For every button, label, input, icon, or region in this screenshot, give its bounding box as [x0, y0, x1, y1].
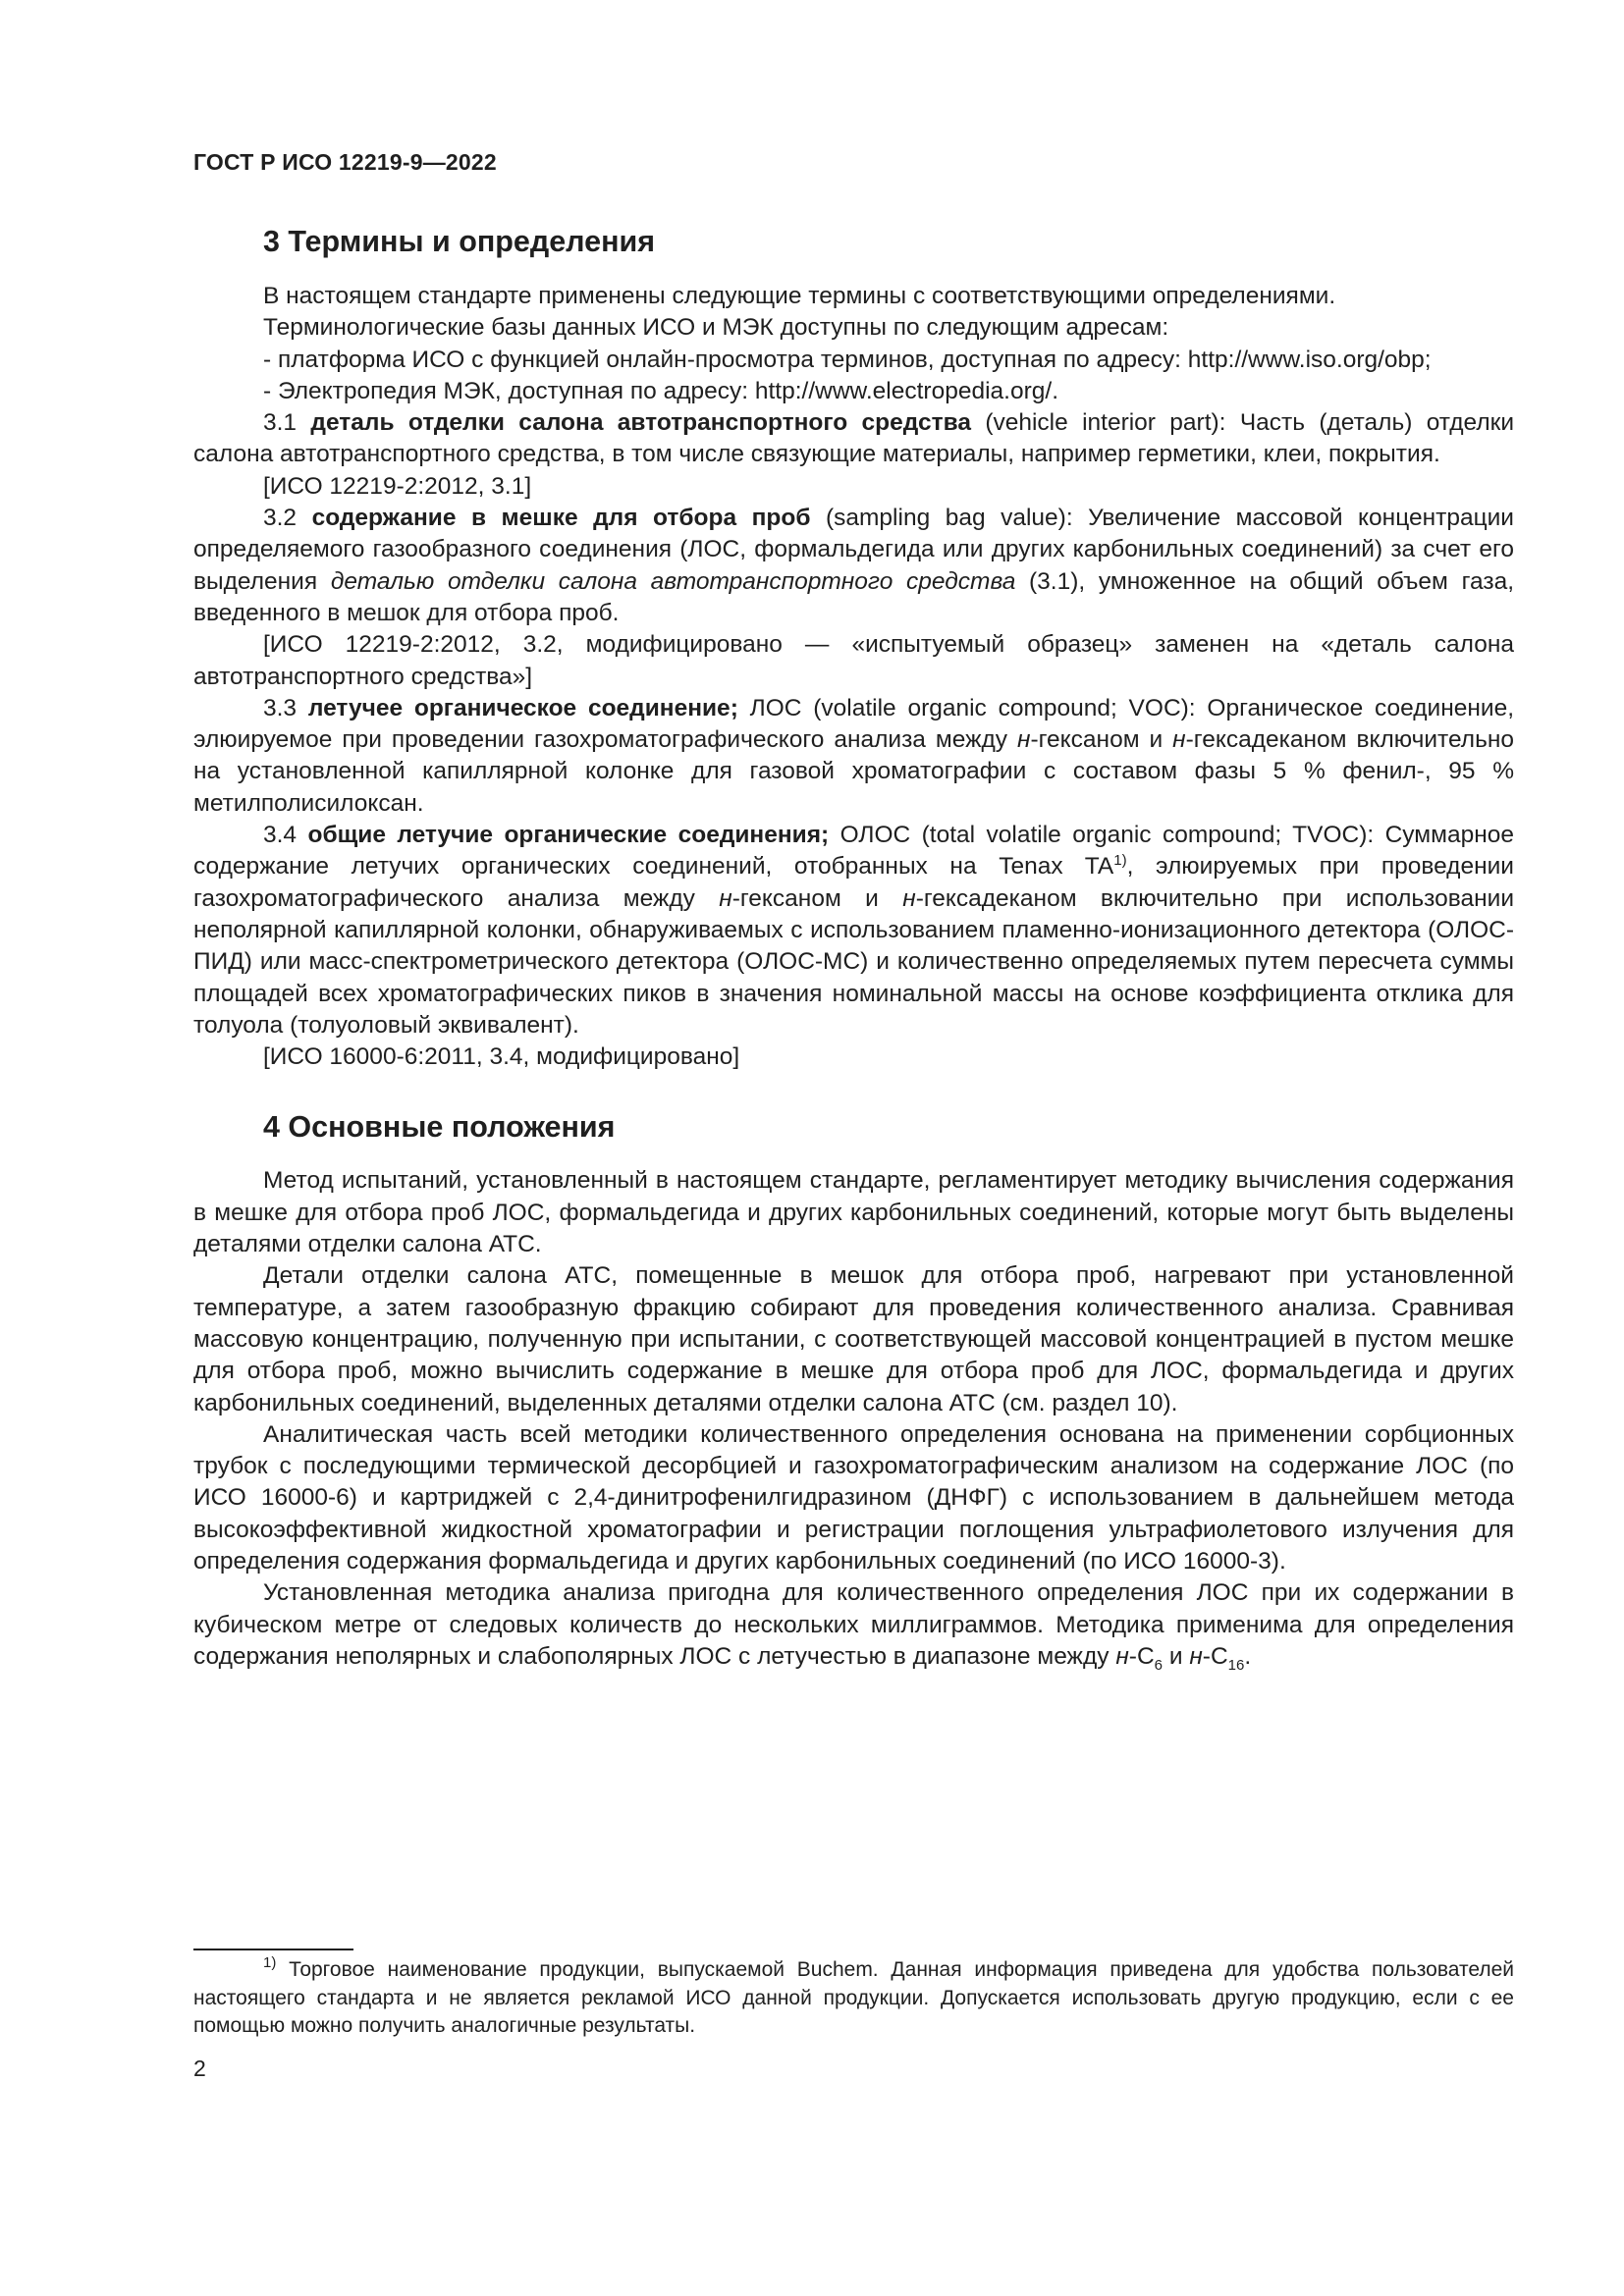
iso-obp-platform-item: - платформа ИСО с функцией онлайн-просмотра терминов, доступная по адресу: http://www.iso.org/obp;	[263, 346, 1432, 373]
normal-prefix: н	[1017, 726, 1031, 754]
term-definition-continued: -гексадеканом включительно при использовании неполярной капиллярной колонки, обнаруживаемых с использованием пламенно-ионизационного детектора (ОЛОС-ПИД) или масс-спектрометрического детектора (ОЛОС-МС) и количественно определяемых путем пересчета суммы площадей всех хроматографических пиков в значения номинальной массы на основе коэффициента отклика для толуола (толуоловый эквивалент).	[193, 884, 1515, 1039]
term-title: деталь отделки салона автотранспортного средства	[310, 409, 971, 437]
term-cross-reference: деталью отделки салона автотранспортного средства	[330, 567, 1016, 595]
normal-prefix: н	[902, 884, 916, 912]
term-title: общие летучие органические соединения;	[307, 822, 830, 849]
section-4-paragraph	[193, 1577, 1514, 1673]
term-definition-continued: (3.1), умноженное на общий объем газа, введенного в мешок для отбора проб.	[193, 567, 1514, 626]
term-number: 3.1	[263, 409, 298, 437]
term-3-4	[193, 820, 1514, 1041]
term-number: 3.2	[263, 505, 298, 532]
footnote-marker: 1)	[263, 1954, 277, 1971]
term-3-2	[193, 503, 1514, 629]
carbon-subscript: 6	[1154, 1656, 1163, 1674]
main-content	[193, 222, 1514, 1673]
section-3-title: 3 Термины и определения	[263, 225, 656, 258]
iec-electropedia-item: - Электропедия МЭК, доступная по адресу: http://www.electropedia.org/.	[263, 377, 1058, 404]
carbon-subscript: 16	[1227, 1656, 1245, 1674]
term-title: содержание в мешке для отбора проб	[311, 505, 811, 532]
term-title: летучее органическое соединение;	[307, 694, 738, 721]
page-number: 2	[193, 2056, 206, 2081]
conjunction: и	[1168, 1642, 1183, 1670]
normal-prefix: н	[719, 884, 732, 912]
normal-prefix: н	[1172, 726, 1186, 754]
term-3-3	[193, 693, 1514, 820]
term-3-2-source: [ИСО 12219-2:2012, 3.2, модифицировано — «испытуемый образец» заменен на «деталь салона автотранспортного средства»]	[193, 631, 1514, 690]
normal-prefix: н	[1189, 1642, 1203, 1670]
term-definition-continued: , элюируемых при проведении газохроматографического анализа между	[193, 853, 1514, 912]
term-definition: ЛОС (volatile organic compound; VOC): Органическое соединение, элюируемое при проведении газохроматографического анализа между	[193, 694, 1514, 754]
term-definition: (vehicle interior part): Часть (деталь) отделки салона автотранспортного средства, в том числе связующие материалы, например герметики, клеи, покрытия.	[193, 409, 1515, 468]
paragraph-text: Установленная методика анализа пригодна для количественного определения ЛОС при их содержании в кубическом метре от следовых количеств до нескольких миллиграммов. Методика применима для определения содержания неполярных и слабополярных ЛОС с летучестью в диапазоне между	[193, 1579, 1514, 1670]
footnote	[193, 1956, 1514, 2041]
normal-prefix: н	[1115, 1642, 1129, 1670]
section-4-paragraph: Метод испытаний, установленный в настоящем стандарте, регламентирует методику вычисления содержания в мешке для отбора проб ЛОС, формальдегида и других карбонильных соединений, которые могут быть выделены деталями отделки салона АТС.	[193, 1167, 1514, 1258]
footnote-separator	[193, 1949, 353, 1950]
term-3-4-source: [ИСО 16000-6:2011, 3.4, модифицировано]	[263, 1043, 740, 1071]
footnote-text: Торговое наименование продукции, выпускаемой Buchem. Данная информация приведена для удобства пользователей настоящего стандарта и не является рекламой ИСО данной продукции. Допускается использовать другую продукцию, если с ее помощью можно получить аналогичные результаты.	[193, 1958, 1514, 2037]
document-code-header: ГОСТ Р ИСО 12219-9—2022	[193, 149, 497, 175]
term-definition-continued: -гексаном и	[1030, 726, 1164, 754]
section-4-paragraph: Аналитическая часть всей методики количественного определения основана на применении сорбционных трубок с последующими термической десорбцией и газохроматографическим анализом на содержание ЛОС (по ИСО 16000-6) и картриджей с 2,4-динитрофенилгидразином (ДНФГ) с использованием в дальнейшем метода высокоэффективной жидкостной хроматографии и регистрации поглощения ультрафиолетового излучения для определения содержания формальдегида и других карбонильных соединений (по ИСО 16000-3).	[193, 1420, 1514, 1575]
term-3-1	[193, 407, 1514, 471]
term-definition-continued: -гексаном и	[731, 884, 879, 912]
term-definition-continued: -гексадеканом включительно на установленной капиллярной колонке для газовой хроматографии с составом фазы 5 % фенил-, 95 % метилполисилоксан.	[193, 726, 1515, 817]
term-3-1-source: [ИСО 12219-2:2012, 3.1]	[263, 472, 532, 500]
term-number: 3.3	[263, 694, 298, 721]
carbon-symbol: -С	[1128, 1642, 1155, 1670]
sentence-end: .	[1244, 1642, 1252, 1670]
section-4-paragraph: Детали отделки салона АТС, помещенные в мешок для отбора проб, нагревают при установленной температуре, а затем газообразную фракцию собирают для проведения количественного анализа. Сравнивая массовую концентрацию, полученную при испытании, с соответствующей массовой концентрацией в пустом мешке для отбора проб, можно вычислить содержание в мешке для отбора проб для ЛОС, формальдегида и других карбонильных соединений, выделенных деталями отделки салона АТС (см. раздел 10).	[193, 1262, 1514, 1416]
section-3-intro: В настоящем стандарте применены следующие термины с соответствующими определениями.	[263, 283, 1336, 309]
term-number: 3.4	[263, 822, 298, 849]
footnote-text-block	[193, 1956, 1514, 2041]
carbon-symbol: -С	[1202, 1642, 1228, 1670]
section-4-title: 4 Основные положения	[263, 1110, 616, 1145]
terminology-databases-intro: Терминологические базы данных ИСО и МЭК доступны по следующим адресам:	[263, 314, 1169, 342]
term-definition: (sampling bag value): Увеличение массовой концентрации определяемого газообразного соединения (ЛОС, формальдегида или других карбонильных соединений) за счет его выделения	[193, 505, 1514, 595]
footnote-reference: 1)	[1113, 852, 1127, 870]
term-definition: ОЛОС (total volatile organic compound; TVOC): Суммарное содержание летучих органических соединений, отобранных на Tenax TA	[193, 822, 1514, 881]
